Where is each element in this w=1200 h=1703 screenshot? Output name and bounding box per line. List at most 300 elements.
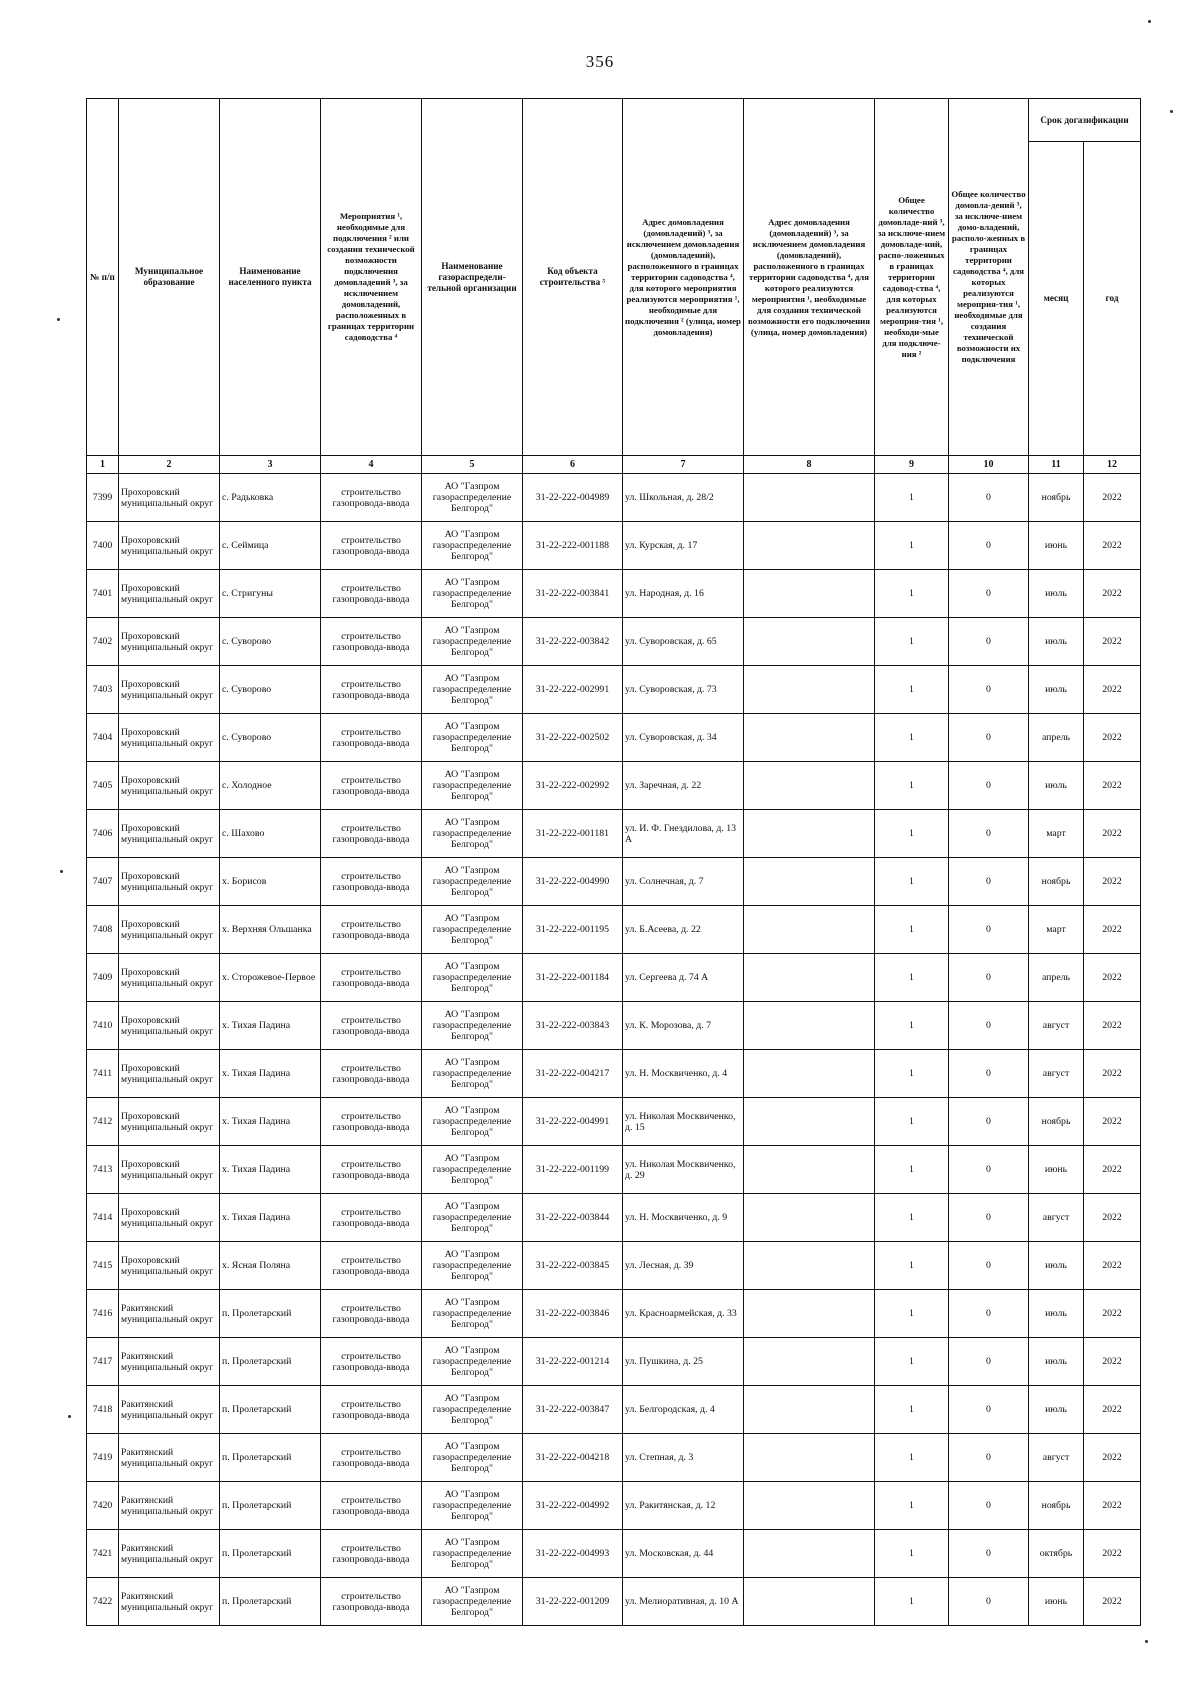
capability-address-cell [744,1002,875,1050]
settlement-cell: х. Тихая Падина [220,1050,321,1098]
page-number: 356 [585,52,615,71]
connection-count-cell: 1 [875,1434,949,1482]
year-cell: 2022 [1084,1530,1141,1578]
connection-count-cell: 1 [875,906,949,954]
object-code-cell: 31-22-222-004991 [523,1098,623,1146]
month-cell: июль [1029,1242,1084,1290]
year-cell: 2022 [1084,522,1141,570]
month-cell: ноябрь [1029,858,1084,906]
row-number: 7421 [87,1530,119,1578]
month-cell: ноябрь [1029,1098,1084,1146]
column-number-row [87,456,1141,474]
capability-address-cell [744,1290,875,1338]
settlement-cell: х. Борисов [220,858,321,906]
year-cell: 2022 [1084,858,1141,906]
table-row [87,1098,1141,1146]
connection-address-cell: ул. Заречная, д. 22 [623,762,744,810]
organization-cell: АО "Газпром газораспределение Белгород" [422,1002,523,1050]
capability-address-cell [744,474,875,522]
row-number: 7418 [87,1386,119,1434]
row-number: 7413 [87,1146,119,1194]
connection-count-cell: 1 [875,762,949,810]
organization-cell: АО "Газпром газораспределение Белгород" [422,954,523,1002]
column-number: 2 [119,456,220,474]
year-cell: 2022 [1084,1146,1141,1194]
settlement-cell: х. Тихая Падина [220,1098,321,1146]
year-cell: 2022 [1084,1290,1141,1338]
row-number: 7399 [87,474,119,522]
row-number: 7403 [87,666,119,714]
measure-cell: строительство газопровода-ввода [321,1098,422,1146]
municipality-cell: Прохоровский муниципальный округ [119,954,220,1002]
connection-count-cell: 1 [875,1146,949,1194]
capability-address-cell [744,1338,875,1386]
connection-count-cell: 1 [875,810,949,858]
month-cell: июль [1029,1290,1084,1338]
header-measures: Мероприятия ¹, необходимые для подключения ² или создания технической возможности подключения домовладений ³, за исключением домовладений, расположенных в границах территории садоводства ⁴ [321,99,422,456]
connection-address-cell: ул. Народная, д. 16 [623,570,744,618]
connection-count-cell: 1 [875,714,949,762]
table-body [87,474,1141,1626]
connection-count-cell: 1 [875,1386,949,1434]
table-row [87,1386,1141,1434]
year-cell: 2022 [1084,1578,1141,1626]
organization-cell: АО "Газпром газораспределение Белгород" [422,1242,523,1290]
table-row [87,618,1141,666]
month-cell: август [1029,1002,1084,1050]
header-capability-count: Общее количество домовла-дений ³, за исключе-нием домо-владений, располо-женных в границах территории садоводства ⁴, для которых реализуются мероприя-тия ¹, необходимые для создания технической возможности их подключения [949,99,1029,456]
capability-count-cell: 0 [949,522,1029,570]
header-index: № п/п [87,99,119,456]
organization-cell: АО "Газпром газораспределение Белгород" [422,1194,523,1242]
municipality-cell: Прохоровский муниципальный округ [119,1002,220,1050]
object-code-cell: 31-22-222-002502 [523,714,623,762]
row-number: 7411 [87,1050,119,1098]
settlement-cell: п. Пролетарский [220,1578,321,1626]
municipality-cell: Прохоровский муниципальный округ [119,714,220,762]
organization-cell: АО "Газпром газораспределение Белгород" [422,1386,523,1434]
year-cell: 2022 [1084,666,1141,714]
scan-speck [1145,1640,1148,1643]
organization-cell: АО "Газпром газораспределение Белгород" [422,570,523,618]
connection-address-cell: ул. Школьная, д. 28/2 [623,474,744,522]
header-year: год [1084,142,1141,456]
organization-cell: АО "Газпром газораспределение Белгород" [422,1530,523,1578]
connection-address-cell: ул. Николая Москвиченко, д. 29 [623,1146,744,1194]
year-cell: 2022 [1084,906,1141,954]
row-number: 7404 [87,714,119,762]
object-code-cell: 31-22-222-001214 [523,1338,623,1386]
municipality-cell: Прохоровский муниципальный округ [119,666,220,714]
measure-cell: строительство газопровода-ввода [321,618,422,666]
municipality-cell: Ракитянский муниципальный округ [119,1434,220,1482]
capability-count-cell: 0 [949,1530,1029,1578]
year-cell: 2022 [1084,810,1141,858]
organization-cell: АО "Газпром газораспределение Белгород" [422,762,523,810]
measure-cell: строительство газопровода-ввода [321,474,422,522]
organization-cell: АО "Газпром газораспределение Белгород" [422,618,523,666]
year-cell: 2022 [1084,714,1141,762]
measure-cell: строительство газопровода-ввода [321,1434,422,1482]
capability-count-cell: 0 [949,1578,1029,1626]
municipality-cell: Прохоровский муниципальный округ [119,858,220,906]
row-number: 7409 [87,954,119,1002]
settlement-cell: х. Тихая Падина [220,1194,321,1242]
table-row [87,1338,1141,1386]
row-number: 7417 [87,1338,119,1386]
table-row [87,810,1141,858]
measure-cell: строительство газопровода-ввода [321,954,422,1002]
year-cell: 2022 [1084,762,1141,810]
row-number: 7422 [87,1578,119,1626]
row-number: 7405 [87,762,119,810]
month-cell: июль [1029,762,1084,810]
settlement-cell: п. Пролетарский [220,1386,321,1434]
column-number: 4 [321,456,422,474]
capability-count-cell: 0 [949,714,1029,762]
connection-count-cell: 1 [875,1194,949,1242]
row-number: 7414 [87,1194,119,1242]
month-cell: октябрь [1029,1530,1084,1578]
object-code-cell: 31-22-222-004218 [523,1434,623,1482]
connection-address-cell: ул. Б.Асеева, д. 22 [623,906,744,954]
connection-count-cell: 1 [875,1530,949,1578]
object-code-cell: 31-22-222-001199 [523,1146,623,1194]
organization-cell: АО "Газпром газораспределение Белгород" [422,906,523,954]
settlement-cell: х. Тихая Падина [220,1002,321,1050]
capability-count-cell: 0 [949,1482,1029,1530]
capability-address-cell [744,762,875,810]
municipality-cell: Ракитянский муниципальный округ [119,1290,220,1338]
connection-count-cell: 1 [875,954,949,1002]
row-number: 7415 [87,1242,119,1290]
object-code-cell: 31-22-222-003841 [523,570,623,618]
settlement-cell: с. Холодное [220,762,321,810]
municipality-cell: Ракитянский муниципальный округ [119,1482,220,1530]
object-code-cell: 31-22-222-003844 [523,1194,623,1242]
table-row [87,474,1141,522]
table-row [87,1194,1141,1242]
column-number: 1 [87,456,119,474]
capability-count-cell: 0 [949,1194,1029,1242]
table-row [87,1482,1141,1530]
settlement-cell: п. Пролетарский [220,1530,321,1578]
settlement-cell: с. Суворово [220,618,321,666]
organization-cell: АО "Газпром газораспределение Белгород" [422,1578,523,1626]
connection-count-cell: 1 [875,570,949,618]
measure-cell: строительство газопровода-ввода [321,906,422,954]
row-number: 7406 [87,810,119,858]
connection-address-cell: ул. Николая Москвиченко, д. 15 [623,1098,744,1146]
connection-address-cell: ул. Суворовская, д. 73 [623,666,744,714]
object-code-cell: 31-22-222-001188 [523,522,623,570]
measure-cell: строительство газопровода-ввода [321,1290,422,1338]
capability-count-cell: 0 [949,1386,1029,1434]
measure-cell: строительство газопровода-ввода [321,1530,422,1578]
settlement-cell: х. Ясная Поляна [220,1242,321,1290]
object-code-cell: 31-22-222-004993 [523,1530,623,1578]
connection-address-cell: ул. Суворовская, д. 65 [623,618,744,666]
object-code-cell: 31-22-222-003843 [523,1002,623,1050]
capability-address-cell [744,1578,875,1626]
header-connection-count: Общее количество домовладе-ний ³, за исключе-нием домовладе-ний, распо-ложенных в границах территории садовод-ства ⁴, для которых реализуются мероприя-тия ¹, необходи-мые для подключе-ния ² [875,99,949,456]
year-cell: 2022 [1084,618,1141,666]
settlement-cell: п. Пролетарский [220,1290,321,1338]
header-month: месяц [1029,142,1084,456]
capability-address-cell [744,954,875,1002]
object-code-cell: 31-22-222-003846 [523,1290,623,1338]
year-cell: 2022 [1084,1098,1141,1146]
object-code-cell: 31-22-222-003845 [523,1242,623,1290]
municipality-cell: Прохоровский муниципальный округ [119,1050,220,1098]
table-row [87,570,1141,618]
capability-count-cell: 0 [949,570,1029,618]
month-cell: апрель [1029,954,1084,1002]
settlement-cell: х. Верхняя Ольшанка [220,906,321,954]
connection-address-cell: ул. Ракитянская, д. 12 [623,1482,744,1530]
object-code-cell: 31-22-222-001195 [523,906,623,954]
year-cell: 2022 [1084,1482,1141,1530]
column-number: 12 [1084,456,1141,474]
month-cell: июль [1029,1386,1084,1434]
municipality-cell: Ракитянский муниципальный округ [119,1578,220,1626]
connection-address-cell: ул. И. Ф. Гнездилова, д. 13 А [623,810,744,858]
capability-count-cell: 0 [949,858,1029,906]
municipality-cell: Прохоровский муниципальный округ [119,570,220,618]
year-cell: 2022 [1084,1434,1141,1482]
organization-cell: АО "Газпром газораспределение Белгород" [422,1098,523,1146]
connection-address-cell: ул. Лесная, д. 39 [623,1242,744,1290]
month-cell: март [1029,810,1084,858]
capability-count-cell: 0 [949,618,1029,666]
connection-count-cell: 1 [875,618,949,666]
connection-count-cell: 1 [875,1338,949,1386]
settlement-cell: с. Сеймица [220,522,321,570]
column-number: 5 [422,456,523,474]
column-number: 6 [523,456,623,474]
capability-address-cell [744,1482,875,1530]
table-row [87,522,1141,570]
capability-address-cell [744,1434,875,1482]
header-capability-address: Адрес домовладения (домовладений) ³, за исключением домовладения (домовладений), расположенного в границах территории садоводства ⁴, для которого реализуются мероприятия ¹, необходимые для создания технической возможности его подключения (улица, номер домовладения) [744,99,875,456]
municipality-cell: Прохоровский муниципальный округ [119,522,220,570]
row-number: 7408 [87,906,119,954]
header-gas-organization: Наименование газораспредели-тельной организации [422,99,523,456]
municipality-cell: Прохоровский муниципальный округ [119,618,220,666]
object-code-cell: 31-22-222-001181 [523,810,623,858]
organization-cell: АО "Газпром газораспределение Белгород" [422,1050,523,1098]
year-cell: 2022 [1084,1002,1141,1050]
table-row [87,666,1141,714]
organization-cell: АО "Газпром газораспределение Белгород" [422,1338,523,1386]
capability-count-cell: 0 [949,666,1029,714]
year-cell: 2022 [1084,1194,1141,1242]
settlement-cell: п. Пролетарский [220,1434,321,1482]
measure-cell: строительство газопровода-ввода [321,1146,422,1194]
connection-address-cell: ул. Мелиоративная, д. 10 А [623,1578,744,1626]
column-number: 9 [875,456,949,474]
measure-cell: строительство газопровода-ввода [321,762,422,810]
organization-cell: АО "Газпром газораспределение Белгород" [422,666,523,714]
connection-count-cell: 1 [875,1002,949,1050]
table-row [87,1434,1141,1482]
capability-count-cell: 0 [949,954,1029,1002]
organization-cell: АО "Газпром газораспределение Белгород" [422,1482,523,1530]
capability-address-cell [744,1530,875,1578]
capability-address-cell [744,1242,875,1290]
month-cell: апрель [1029,714,1084,762]
settlement-cell: п. Пролетарский [220,1482,321,1530]
month-cell: август [1029,1194,1084,1242]
table-row [87,1290,1141,1338]
municipality-cell: Ракитянский муниципальный округ [119,1338,220,1386]
scan-speck [68,1415,71,1418]
municipality-cell: Прохоровский муниципальный округ [119,1242,220,1290]
header-term: Срок догазификации [1029,99,1141,142]
capability-count-cell: 0 [949,1050,1029,1098]
capability-address-cell [744,618,875,666]
capability-count-cell: 0 [949,1098,1029,1146]
organization-cell: АО "Газпром газораспределение Белгород" [422,1434,523,1482]
month-cell: июль [1029,618,1084,666]
municipality-cell: Прохоровский муниципальный округ [119,1098,220,1146]
connection-address-cell: ул. Степная, д. 3 [623,1434,744,1482]
table-row [87,1578,1141,1626]
connection-count-cell: 1 [875,666,949,714]
year-cell: 2022 [1084,954,1141,1002]
capability-count-cell: 0 [949,762,1029,810]
capability-count-cell: 0 [949,1290,1029,1338]
connection-address-cell: ул. Суворовская, д. 34 [623,714,744,762]
column-number: 3 [220,456,321,474]
object-code-cell: 31-22-222-004217 [523,1050,623,1098]
row-number: 7420 [87,1482,119,1530]
month-cell: июль [1029,570,1084,618]
month-cell: июль [1029,666,1084,714]
organization-cell: АО "Газпром газораспределение Белгород" [422,1146,523,1194]
connection-address-cell: ул. Н. Москвиченко, д. 4 [623,1050,744,1098]
connection-address-cell: ул. Красноармейская, д. 33 [623,1290,744,1338]
settlement-cell: с. Суворово [220,666,321,714]
year-cell: 2022 [1084,474,1141,522]
capability-address-cell [744,1098,875,1146]
municipality-cell: Прохоровский муниципальный округ [119,906,220,954]
column-number: 10 [949,456,1029,474]
measure-cell: строительство газопровода-ввода [321,810,422,858]
table-row [87,1002,1141,1050]
table-row [87,714,1141,762]
capability-address-cell [744,570,875,618]
connection-address-cell: ул. Курская, д. 17 [623,522,744,570]
municipality-cell: Ракитянский муниципальный округ [119,1386,220,1434]
measure-cell: строительство газопровода-ввода [321,1002,422,1050]
scan-speck [57,318,60,321]
capability-address-cell [744,1386,875,1434]
capability-count-cell: 0 [949,810,1029,858]
connection-count-cell: 1 [875,858,949,906]
object-code-cell: 31-22-222-004992 [523,1482,623,1530]
measure-cell: строительство газопровода-ввода [321,714,422,762]
connection-count-cell: 1 [875,474,949,522]
municipality-cell: Прохоровский муниципальный округ [119,1194,220,1242]
object-code-cell: 31-22-222-002992 [523,762,623,810]
capability-address-cell [744,522,875,570]
table-header [87,99,1141,474]
settlement-cell: с. Суворово [220,714,321,762]
month-cell: июнь [1029,1146,1084,1194]
measure-cell: строительство газопровода-ввода [321,1194,422,1242]
municipality-cell: Прохоровский муниципальный округ [119,762,220,810]
object-code-cell: 31-22-222-004990 [523,858,623,906]
capability-count-cell: 0 [949,1146,1029,1194]
measure-cell: строительство газопровода-ввода [321,1338,422,1386]
municipality-cell: Прохоровский муниципальный округ [119,1146,220,1194]
month-cell: июнь [1029,1578,1084,1626]
object-code-cell: 31-22-222-004989 [523,474,623,522]
measure-cell: строительство газопровода-ввода [321,570,422,618]
connection-count-cell: 1 [875,1578,949,1626]
object-code-cell: 31-22-222-003847 [523,1386,623,1434]
object-code-cell: 31-22-222-001209 [523,1578,623,1626]
header-connection-address: Адрес домовладения (домовладений) ³, за исключением домовладения (домовладений), расположенного в границах территории садоводства ⁴, для которого мероприятия реализуются мероприятия ¹, необходимые для подключения ² (улица, номер домовладения) [623,99,744,456]
capability-count-cell: 0 [949,1002,1029,1050]
connection-address-cell: ул. К. Морозова, д. 7 [623,1002,744,1050]
settlement-cell: х. Сторожевое-Первое [220,954,321,1002]
table-row [87,906,1141,954]
month-cell: июнь [1029,522,1084,570]
capability-count-cell: 0 [949,474,1029,522]
capability-address-cell [744,810,875,858]
capability-address-cell [744,1050,875,1098]
capability-count-cell: 0 [949,1242,1029,1290]
year-cell: 2022 [1084,1386,1141,1434]
table-row [87,1050,1141,1098]
month-cell: август [1029,1434,1084,1482]
measure-cell: строительство газопровода-ввода [321,1578,422,1626]
municipality-cell: Прохоровский муниципальный округ [119,474,220,522]
measure-cell: строительство газопровода-ввода [321,522,422,570]
row-number: 7407 [87,858,119,906]
organization-cell: АО "Газпром газораспределение Белгород" [422,474,523,522]
connection-count-cell: 1 [875,1290,949,1338]
table-row [87,1146,1141,1194]
row-number: 7402 [87,618,119,666]
capability-address-cell [744,1194,875,1242]
year-cell: 2022 [1084,1050,1141,1098]
connection-address-cell: ул. Сергеева д. 74 А [623,954,744,1002]
organization-cell: АО "Газпром газораспределение Белгород" [422,714,523,762]
connection-address-cell: ул. Солнечная, д. 7 [623,858,744,906]
municipality-cell: Прохоровский муниципальный округ [119,810,220,858]
connection-count-cell: 1 [875,1098,949,1146]
capability-count-cell: 0 [949,1338,1029,1386]
capability-address-cell [744,714,875,762]
connection-count-cell: 1 [875,1050,949,1098]
row-number: 7400 [87,522,119,570]
row-number: 7412 [87,1098,119,1146]
measure-cell: строительство газопровода-ввода [321,1482,422,1530]
organization-cell: АО "Газпром газораспределение Белгород" [422,858,523,906]
scan-speck [1170,110,1173,113]
connection-count-cell: 1 [875,522,949,570]
organization-cell: АО "Газпром газораспределение Белгород" [422,1290,523,1338]
connection-address-cell: ул. Московская, д. 44 [623,1530,744,1578]
gasification-table [86,98,1141,1626]
measure-cell: строительство газопровода-ввода [321,666,422,714]
table-row [87,1530,1141,1578]
connection-count-cell: 1 [875,1482,949,1530]
capability-count-cell: 0 [949,1434,1029,1482]
